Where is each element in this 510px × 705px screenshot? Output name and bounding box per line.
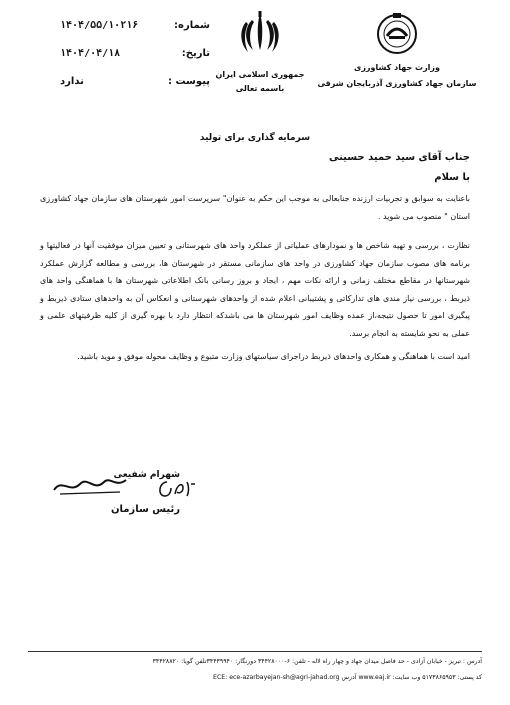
footer-divider: [28, 651, 482, 652]
signatory-title: رئیس سازمان: [110, 504, 180, 515]
body-paragraph-3: امید است با هماهنگی و همکاری واحدهای ذیربط دراجرای سیاستهای وزارت متبوع و وظایف محوله موفق و موید باشید.: [77, 352, 470, 361]
date-row: [60, 48, 210, 76]
organization-name: سازمان جهاد کشاورزی آذربایجان شرقی: [317, 79, 477, 88]
letter-subject: سرمایه گذاری برای تولید: [199, 133, 311, 143]
republic-title: جمهوری اسلامی ایران: [215, 70, 305, 79]
org-header: [312, 12, 482, 92]
footer-address: آدرس : تبریز - خیابان آزادی - حد فاصل میدان جهاد و چهار راه لاله - تلفن: ۶-۳۴۴۲۸۰۰۰ دورنگار: ۳۴۴۳۹۹۴۰تلفن گویا: ۳۴۴۲۸۸۲۰: [152, 658, 482, 665]
bismillah-text: باسمه تعالی: [235, 84, 285, 93]
addressee-name: جناب آقای سید حمید حسینی: [328, 152, 470, 163]
state-header: [210, 10, 310, 96]
number-row: [60, 20, 210, 48]
letter-body: [40, 190, 470, 372]
date-value: ۱۴۰۴/۰۴/۱۸: [60, 48, 121, 59]
attachment-row: [60, 76, 210, 104]
attachment-label: پیوست :: [167, 76, 210, 87]
date-label: تاریخ:: [181, 48, 210, 59]
ministry-name: وزارت جهاد کشاورزی: [353, 63, 440, 72]
greeting-text: با سلام: [434, 172, 470, 183]
initials-mark-icon: [155, 476, 201, 502]
signatory-name: شهرام شفیعی: [113, 470, 180, 480]
footer-contact: کد پستی: ۵۱۷۳۸۶۵۹۵۳ وب سایت: www.eaj.ir آدرس ECE: ece-azarbayejan-sh@agri-jahad.org: [213, 674, 482, 681]
attachment-value: ندارد: [60, 76, 84, 87]
jihad-logo-icon: [373, 12, 421, 56]
salutation-block: [40, 148, 470, 188]
body-paragraph-2: نظارت ، بررسی و تهیه شاخص ها و نمودارهای عملیاتی از عملکرد واحد های شهرستانی و تعیین میزان موفقیت آنها در فعالیتها و برنامه های مصوب سازمان جهاد کشاورزی در واحد های سازمانی مستقر در شهرستان ها، بررسی و مطالعه گزارش عملکرد شهرستانها در مقاطع مختلف زمانی و ارائه نکات مهم ، ایجاد و بروز رسانی بانک اطلاعاتی شهرستان ها با هماهنگی واحد های ذیربط ، بررسی نیاز مندی های تدارکاتی و پشتیبانی اعلام شده از واحدهای شهرستانی و انعکاس آن به واحدهای ستادی ذیربط و پیگیری امور تا حصول نتیجه،از عمده وظایف امور شهرستان ها می باشدکه انتظار دارد با بهره گیری از کلیه ظرفیتهای علمی و عملی به نحو شایسته به انجام برسد.: [40, 241, 470, 338]
number-label: شماره:: [174, 20, 210, 31]
letter-meta: [60, 20, 210, 104]
body-paragraph-1: باعنایت به سوابق و تجربیات ارزنده جنابعالی به موجب این حکم به عنوان" سرپرست امور شهرستان های سازمان جهاد کشاورزی استان " منصوب می شوید .: [40, 194, 470, 221]
number-value: ۱۴۰۴/۵۵/۱۰۲۱۶: [60, 20, 139, 31]
iran-emblem-icon: [238, 10, 282, 58]
